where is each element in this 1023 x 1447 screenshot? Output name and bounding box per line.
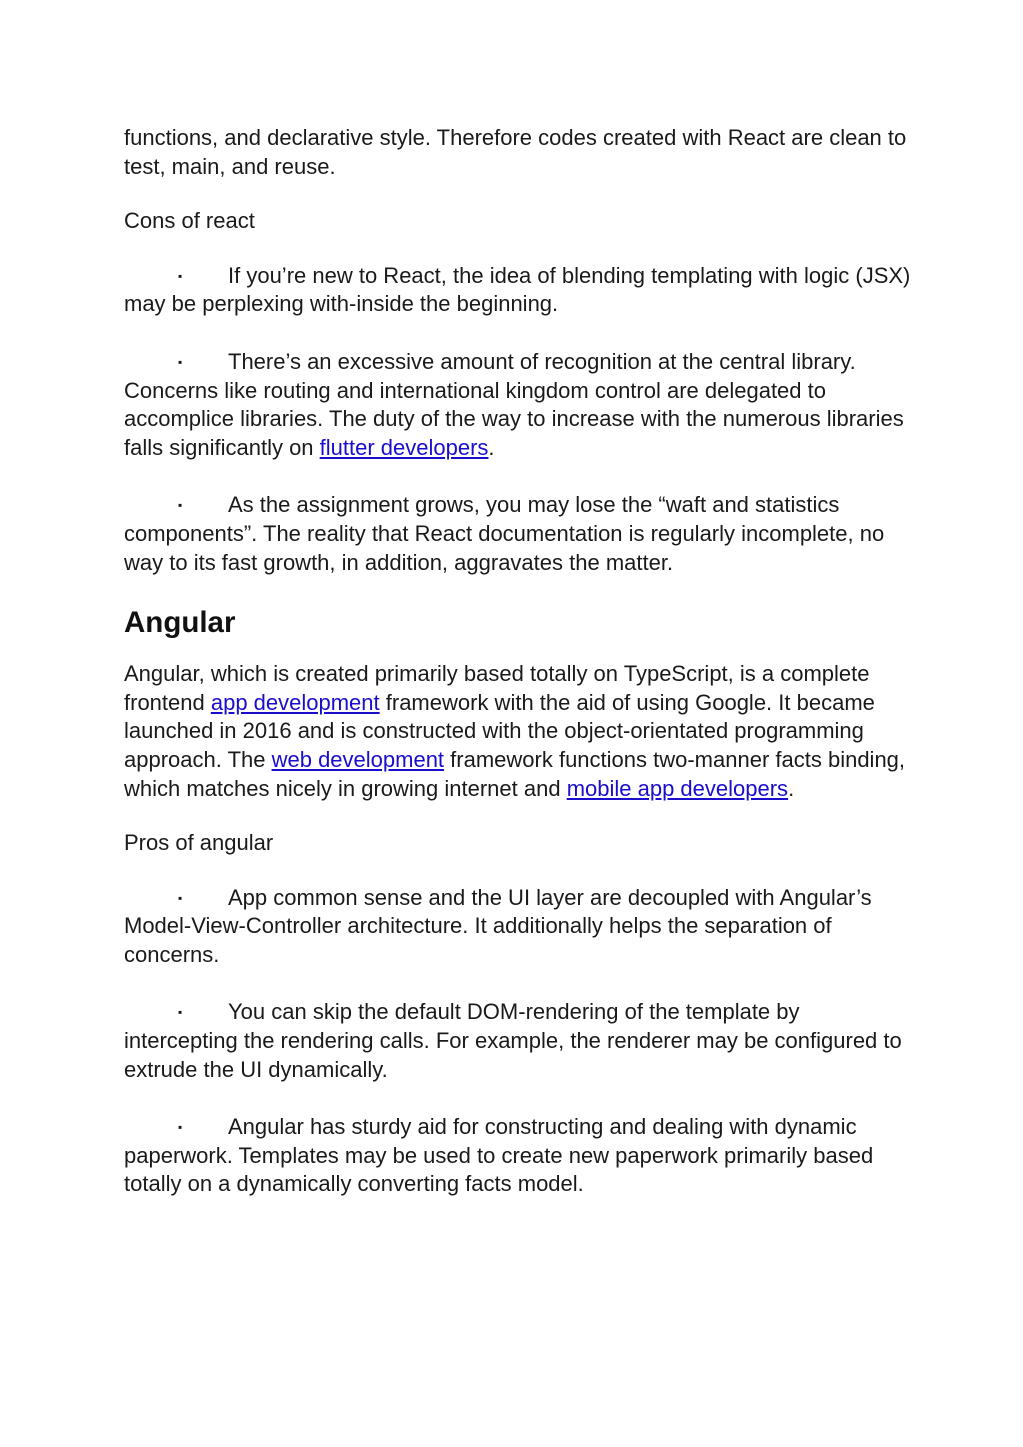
- angular-intro-text: Angular, which is created primarily based totally on TypeScript, is a complete frontend: [124, 661, 870, 715]
- square-bullet-icon: ▪: [178, 890, 183, 905]
- pros-angular-item-3: [124, 1113, 914, 1199]
- cons-react-item-1: [124, 262, 914, 319]
- list-item-text: There’s an excessive amount of recognition at the central library. Concerns like routing and international kingdom control are delegated to accomplice libraries. The duty of the way to increase with the numerous libraries falls significantly on: [124, 348, 904, 460]
- angular-intro-paragraph: [124, 660, 914, 803]
- angular-intro-text: framework with the aid of using Google. It became launched in 2016 and is constructed with the object-orientated programming approach. The: [124, 689, 875, 772]
- list-item-text: As the assignment grows, you may lose the “waft and statistics components”. The reality that React documentation is regularly incomplete, no way to its fast growth, in addition, aggravates the matter.: [124, 492, 885, 575]
- mobile-app-developers-link[interactable]: mobile app developers: [566, 775, 789, 801]
- web-development-link[interactable]: web development: [271, 746, 445, 772]
- cons-react-heading: Cons of react: [124, 208, 255, 234]
- angular-intro-text-end: .: [788, 775, 795, 801]
- list-item-text: You can skip the default DOM-rendering of the template by intercepting the rendering calls. For example, the renderer may be configured to extrude the UI dynamically.: [124, 999, 902, 1082]
- square-bullet-icon: ▪: [178, 354, 183, 369]
- list-item-text: Angular has sturdy aid for constructing and dealing with dynamic paperwork. Templates may be used to create new paperwork primarily based totally on a dynamically converting facts model.: [124, 1114, 874, 1197]
- cons-react-item-2: [124, 348, 914, 462]
- list-item-text: If you’re new to React, the idea of blending templating with logic (JSX) may be perplexing with-inside the beginning.: [124, 262, 911, 317]
- list-item-text: App common sense and the UI layer are decoupled with Angular’s Model-View-Controller architecture. It additionally helps the separation of concerns.: [124, 884, 872, 967]
- pros-angular-item-2: [124, 998, 914, 1084]
- angular-heading: Angular: [124, 606, 236, 640]
- flutter-developers-link[interactable]: flutter developers: [319, 434, 489, 460]
- square-bullet-icon: ▪: [178, 268, 183, 283]
- square-bullet-icon: ▪: [178, 1005, 183, 1020]
- square-bullet-icon: ▪: [178, 1120, 183, 1135]
- intro-paragraph: functions, and declarative style. Therefore codes created with React are clean to test, main, and reuse.: [124, 125, 907, 179]
- list-item-text-end: .: [488, 434, 495, 460]
- document-page: [124, 124, 914, 1228]
- pros-angular-heading: Pros of angular: [124, 830, 274, 856]
- square-bullet-icon: ▪: [178, 498, 183, 513]
- app-development-link[interactable]: app development: [210, 689, 380, 715]
- cons-react-item-3: [124, 491, 914, 577]
- angular-intro-text: framework functions two-manner facts binding, which matches nicely in growing internet and: [124, 746, 906, 801]
- pros-angular-item-1: [124, 884, 914, 970]
